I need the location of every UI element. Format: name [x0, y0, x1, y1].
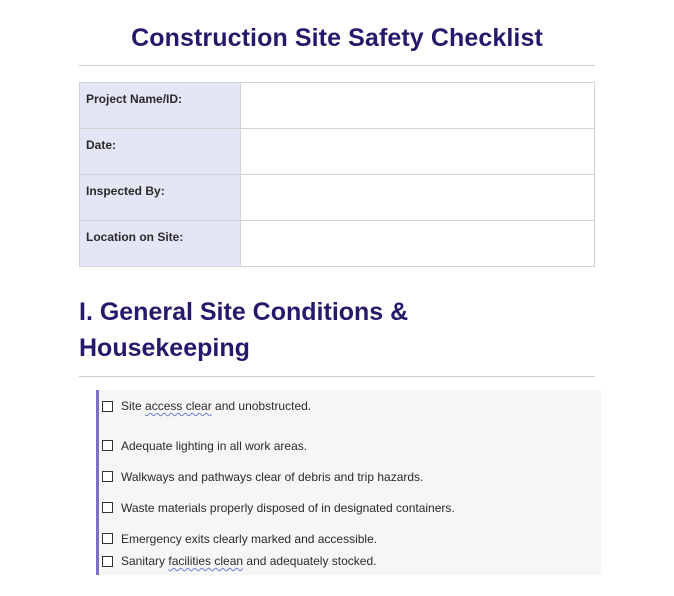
checklist-item-text [121, 554, 377, 568]
checkbox[interactable] [102, 471, 113, 482]
checklist-item-text: Waste materials properly disposed of in designated containers. [121, 500, 455, 515]
checkbox[interactable] [102, 556, 113, 567]
project-name-label: Project Name/ID: [80, 83, 241, 129]
location-label: Location on Site: [80, 221, 241, 267]
checklist-item-text: Adequate lighting in all work areas. [121, 438, 308, 453]
checkbox[interactable] [102, 440, 113, 451]
page-title: Construction Site Safety Checklist [131, 24, 543, 52]
document [79, 0, 595, 575]
checklist-item-text [121, 399, 311, 413]
project-info-table [79, 82, 595, 267]
inspected-by-field[interactable] [241, 175, 595, 221]
table-row [80, 175, 595, 221]
checkbox[interactable] [102, 401, 113, 412]
table-row [80, 83, 595, 129]
checklist-item [99, 554, 601, 568]
table-row [80, 129, 595, 175]
spellcheck-flagged-text[interactable]: facilities clean [168, 554, 244, 568]
date-label: Date: [80, 129, 241, 175]
checkbox[interactable] [102, 502, 113, 513]
checklist-item-text: Walkways and pathways clear of debris and trip hazards. [121, 469, 424, 484]
checklist-item [99, 461, 601, 492]
location-field[interactable] [241, 221, 595, 267]
checklist-item [99, 430, 601, 461]
item-text: Sanitary [121, 554, 169, 568]
checklist-item [99, 492, 601, 523]
item-text: and adequately stocked. [243, 554, 377, 568]
section-heading: I. General Site Conditions & Housekeeping [79, 298, 409, 362]
title-divider [79, 65, 595, 66]
date-field[interactable] [241, 129, 595, 175]
table-row [80, 221, 595, 267]
checklist-item-text: Emergency exits clearly marked and accessible. [121, 531, 378, 546]
section-divider [79, 376, 595, 377]
checklist-item [99, 399, 601, 413]
checklist [96, 390, 601, 575]
item-text: Site [121, 399, 146, 413]
spellcheck-flagged-text[interactable]: access clear [145, 399, 212, 413]
item-text: and unobstructed. [211, 399, 312, 413]
checklist-item [99, 523, 601, 554]
project-name-field[interactable] [241, 83, 595, 129]
inspected-by-label: Inspected By: [80, 175, 241, 221]
checkbox[interactable] [102, 533, 113, 544]
